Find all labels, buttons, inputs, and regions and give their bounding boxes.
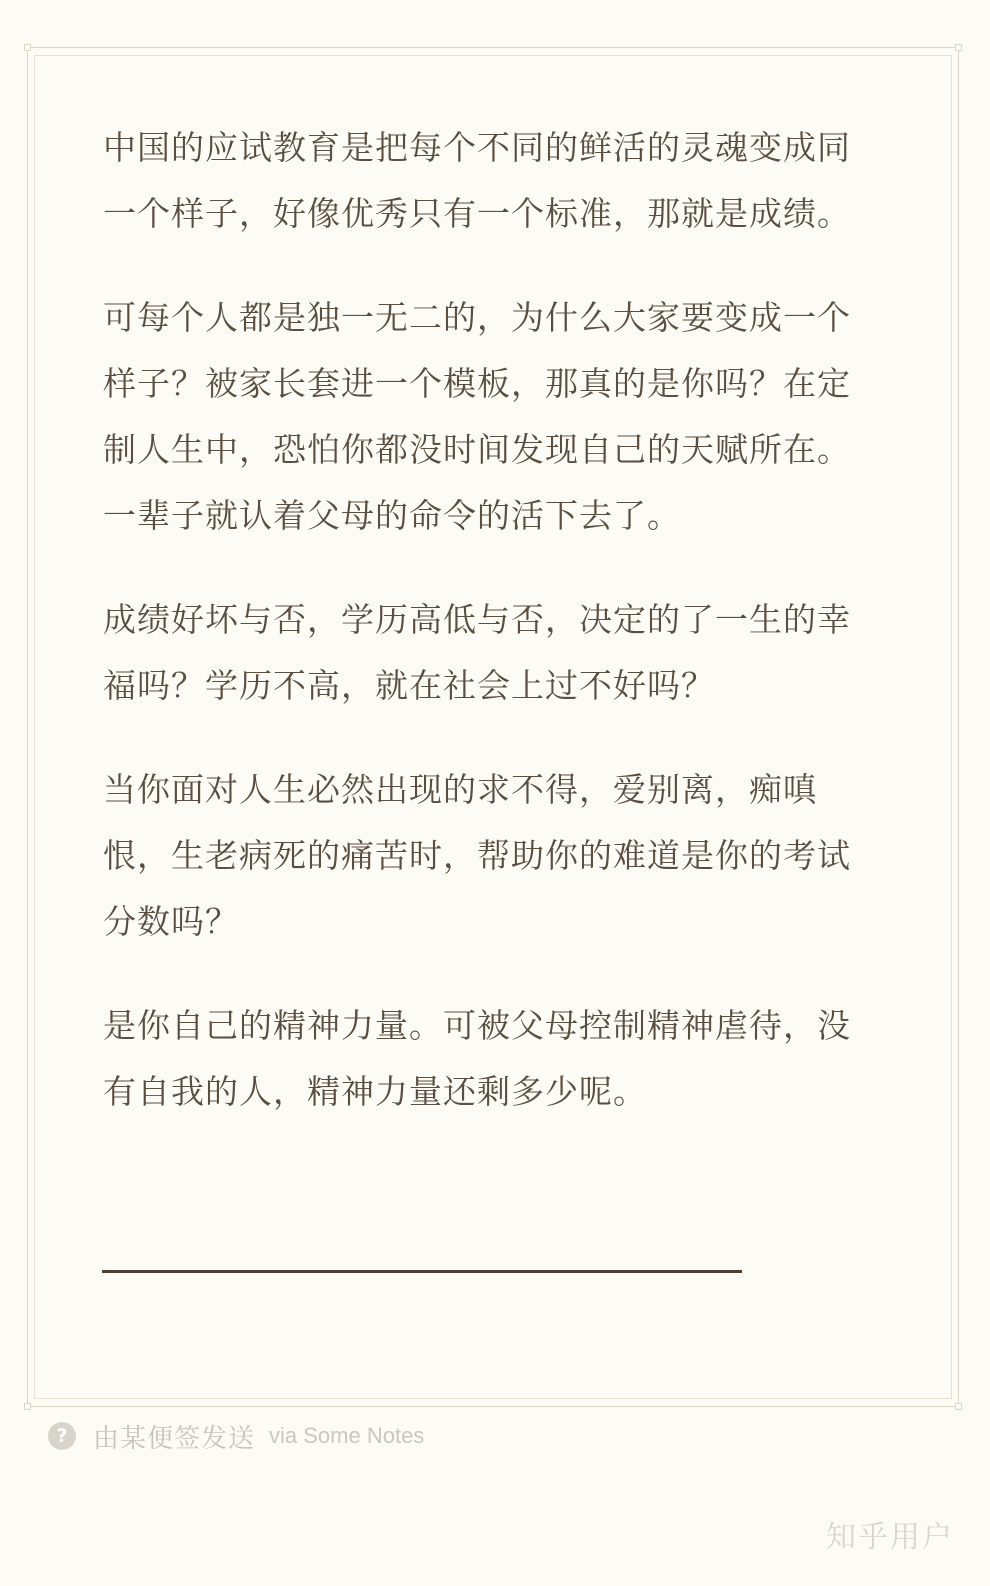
note-paragraph-1: 中国的应试教育是把每个不同的鲜活的灵魂变成同一个样子，好像优秀只有一个标准，那就是成绩。	[103, 128, 851, 233]
app-name-cn: 由某便签发送	[93, 1423, 256, 1454]
frame-corner-bottom-left	[24, 1403, 31, 1410]
zhihu-watermark: 知乎用户	[826, 1520, 954, 1555]
frame-corner-bottom-right	[955, 1403, 962, 1410]
question-circle-icon[interactable]: ?	[48, 1422, 76, 1450]
app-name-en: via Some Notes	[269, 1423, 425, 1448]
note-paragraph-2: 可每个人都是独一无二的，为什么大家要变成一个样子？被家长套进一个模板，那真的是你吗？在定制人生中，恐怕你都没时间发现自己的天赋所在。一辈子就认着父母的命令的活下去了。	[103, 298, 851, 535]
note-paragraph-4: 当你面对人生必然出现的求不得，爱别离，痴嗔恨，生老病死的痛苦时，帮助你的难道是你的考试分数吗？	[103, 770, 851, 941]
note-footer	[48, 1418, 424, 1454]
signature-rule	[102, 1270, 742, 1273]
note-paragraph-5: 是你自己的精神力量。可被父母控制精神虐待，没有自我的人，精神力量还剩多少呢。	[103, 1006, 851, 1111]
frame-corner-top-left	[24, 44, 31, 51]
frame-corner-top-right	[955, 44, 962, 51]
note-content	[103, 115, 863, 1163]
note-paragraph-3: 成绩好坏与否，学历高低与否，决定的了一生的幸福吗？学历不高，就在社会上过不好吗？	[103, 600, 851, 705]
